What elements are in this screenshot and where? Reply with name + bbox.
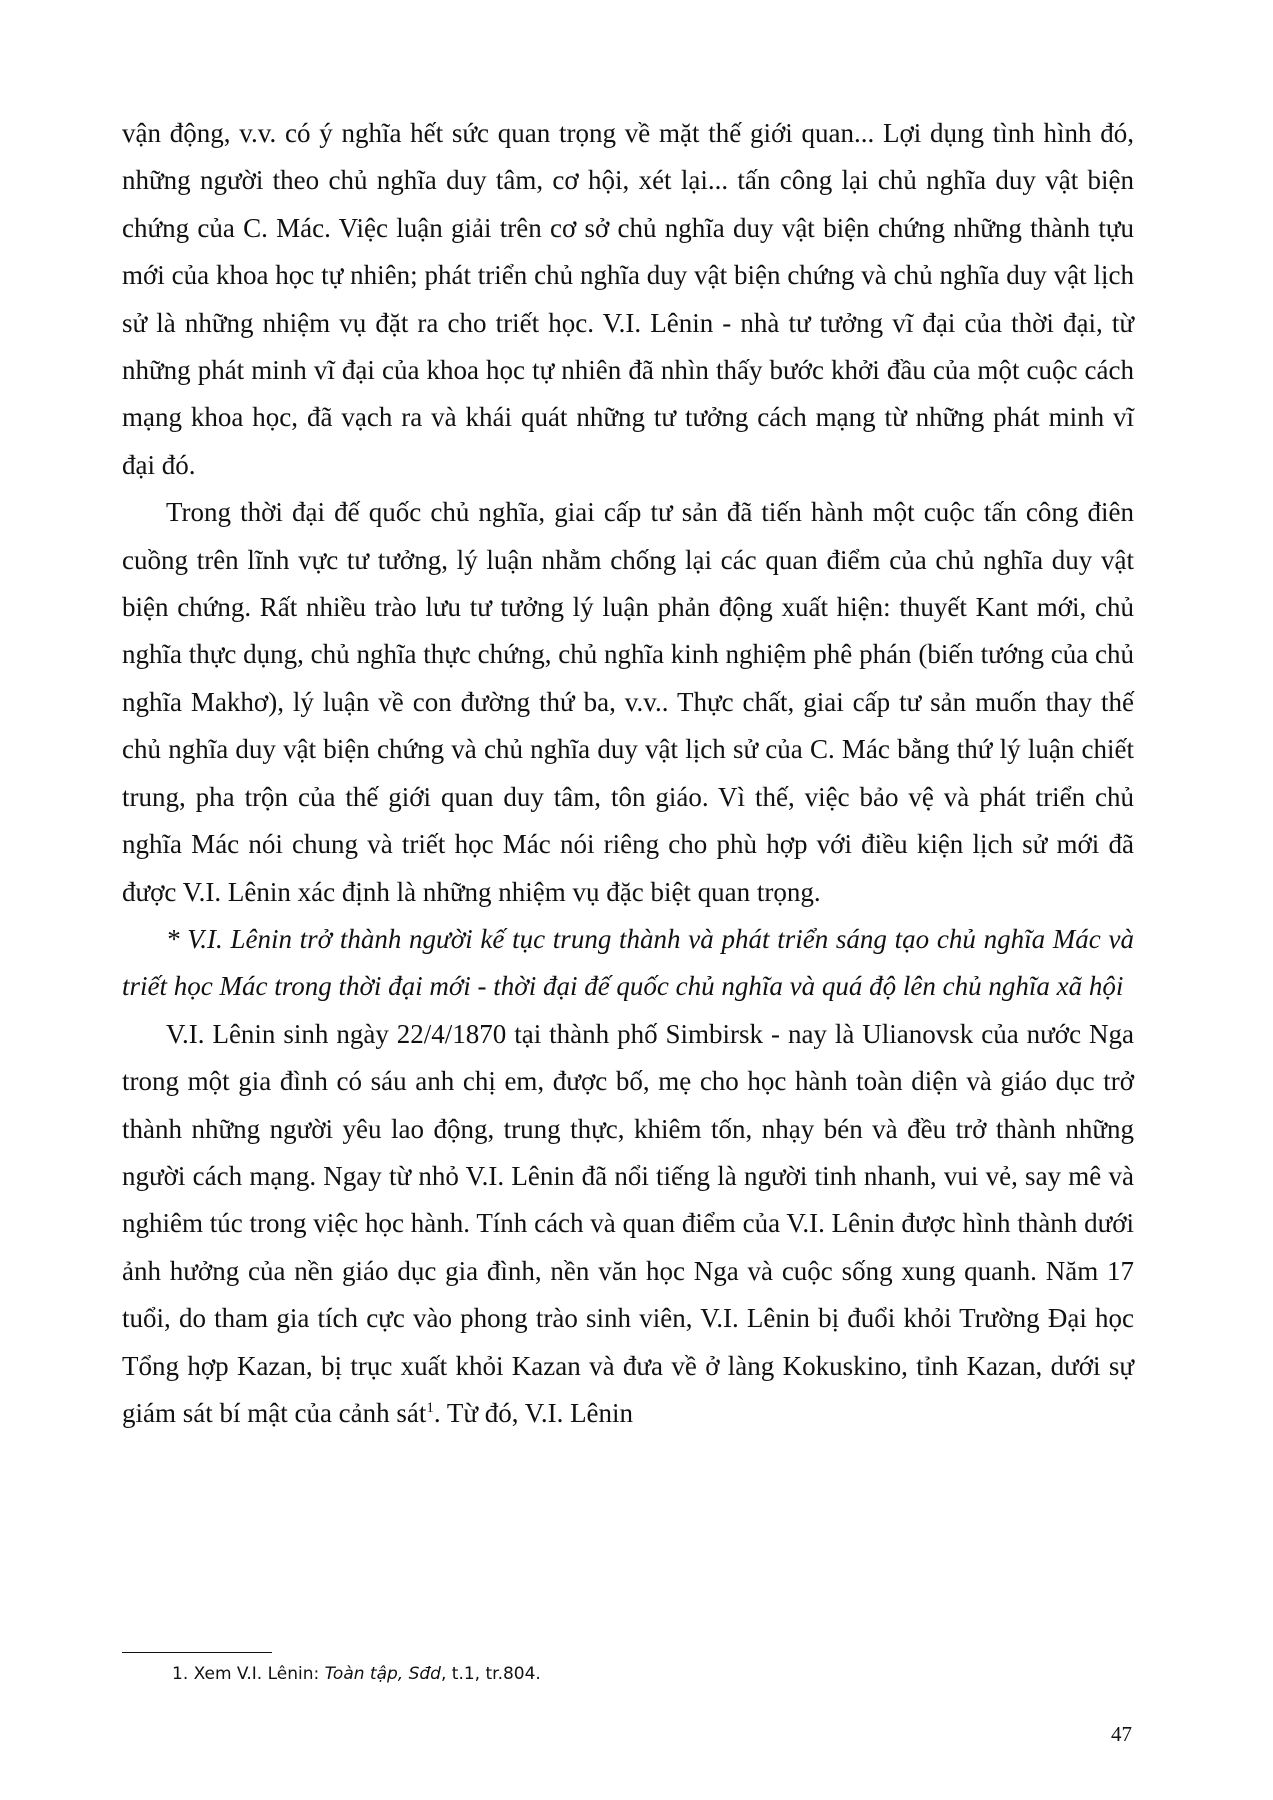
- footnote-title: Toàn tập, Sđd: [324, 1664, 441, 1684]
- footnote-prefix: 1. Xem V.I. Lênin:: [172, 1664, 325, 1684]
- paragraph-3-tail: . Từ đó, V.I. Lênin: [433, 1397, 634, 1428]
- paragraph-2: Trong thời đại đế quốc chủ nghĩa, giai cấp tư sản đã tiến hành một cuộc tấn công điên cuồng trên lĩnh vực tư tưởng, lý luận nhằm chống lại các quan điểm của chủ nghĩa duy vật biện chứng. Rất nhiều trào lưu tư tưởng lý luận phản động xuất hiện: thuyết Kant mới, chủ nghĩa thực dụng, chủ nghĩa thực chứng, chủ nghĩa kinh nghiệm phê phán (biến tướng của chủ nghĩa Makhơ), lý luận về con đường thứ ba, v.v.. Thực chất, giai cấp tư sản muốn thay thế chủ nghĩa duy vật biện chứng và chủ nghĩa duy vật lịch sử của C. Mác bằng thứ lý luận chiết trung, pha trộn của thế giới quan duy tâm, tôn giáo. Vì thế, việc bảo vệ và phát triển chủ nghĩa Mác nói chung và triết học Mác nói riêng cho phù hợp với điều kiện lịch sử mới đã được V.I. Lênin xác định là những nhiệm vụ đặc biệt quan trọng.: [122, 497, 1134, 907]
- paragraph-1: vận động, v.v. có ý nghĩa hết sức quan trọng về mặt thế giới quan... Lợi dụng tình hình đó, những người theo chủ nghĩa duy tâm, cơ hội, xét lại... tấn công lại chủ nghĩa duy vật biện chứng của C. Mác. Việc luận giải trên cơ sở chủ nghĩa duy vật biện chứng những thành tựu mới của khoa học tự nhiên; phát triển chủ nghĩa duy vật biện chứng và chủ nghĩa duy vật lịch sử là những nhiệm vụ đặt ra cho triết học. V.I. Lênin - nhà tư tưởng vĩ đại của thời đại, từ những phát minh vĩ đại của khoa học tự nhiên đã nhìn thấy bước khởi đầu của một cuộc cách mạng khoa học, đã vạch ra và khái quát những tư tưởng cách mạng từ những phát minh vĩ đại đó.: [122, 118, 1134, 480]
- footnote-marker: 1: [426, 1399, 434, 1416]
- page-number: 47: [1111, 1722, 1132, 1746]
- paragraph-3-text: V.I. Lênin sinh ngày 22/4/1870 tại thành phố Simbirsk - nay là Ulianovsk của nước Nga trong một gia đình có sáu anh chị em, được bố, mẹ cho học hành toàn diện và giáo dục trở thành những người yêu lao động, trung thực, khiêm tốn, nhạy bén và đều trở thành những người cách mạng. Ngay từ nhỏ V.I. Lênin đã nổi tiếng là người tinh nhanh, vui vẻ, say mê và nghiêm túc trong việc học hành. Tính cách và quan điểm của V.I. Lênin được hình thành dưới ảnh hưởng của nền giáo dục gia đình, nền văn học Nga và cuộc sống xung quanh. Năm 17 tuổi, do tham gia tích cực vào phong trào sinh viên, V.I. Lênin bị đuổi khỏi Trường Đại học Tổng hợp Kazan, bị trục xuất khỏi Kazan và đưa về ở làng Kokuskino, tỉnh Kazan, dưới sự giám sát bí mật của cảnh sát: [122, 1018, 1134, 1428]
- footnote-suffix: , t.1, tr.804.: [440, 1664, 541, 1684]
- footnote: [172, 1663, 541, 1685]
- footnote-separator: [122, 1652, 272, 1653]
- document-body: [122, 110, 1134, 1437]
- section-heading: * V.I. Lênin trở thành người kế tục trung thành và phát triển sáng tạo chủ nghĩa Mác và triết học Mác trong thời đại mới - thời đại đế quốc chủ nghĩa và quá độ lên chủ nghĩa xã hội: [122, 923, 1134, 1002]
- paragraph-3: [122, 1011, 1134, 1438]
